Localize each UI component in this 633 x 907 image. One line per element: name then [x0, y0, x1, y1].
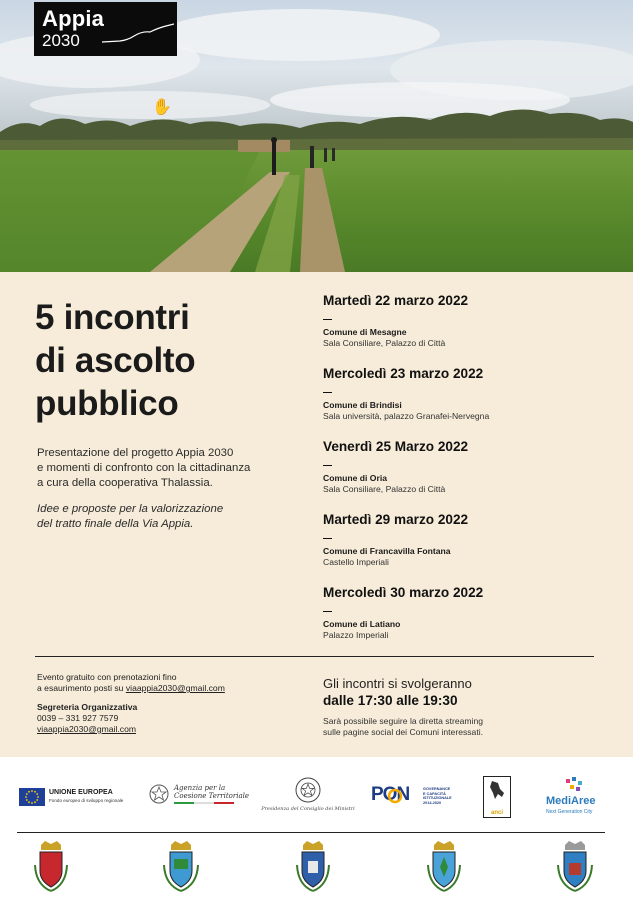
dash-divider: [323, 538, 332, 539]
appia-2030-logo: [34, 2, 177, 56]
event-place: Castello Imperiali: [323, 557, 389, 567]
italy-emblem-icon: [148, 783, 170, 807]
title-line: di ascolto: [35, 341, 196, 380]
booking-info: [37, 672, 297, 735]
event-town: Comune di Mesagne: [323, 327, 407, 337]
agency-line: Agenzia per la: [174, 784, 226, 792]
event-place: Sala Consiliare, Palazzo di Città: [323, 484, 446, 494]
pon-line: GOVERNANCE: [423, 787, 451, 791]
latiano-crest-icon: [555, 841, 595, 893]
booking-line: [37, 683, 297, 694]
pon-ring-icon: [371, 784, 419, 808]
event-town: Comune di Francavilla Fontana: [323, 546, 451, 556]
page-title: [35, 296, 295, 425]
anci-map-icon: [484, 777, 510, 805]
event-date: Mercoledì 23 marzo 2022: [323, 366, 484, 381]
logo-line1: Appia: [42, 6, 105, 31]
event-date: Martedì 22 marzo 2022: [323, 293, 469, 308]
mesagne-crest-icon: [32, 841, 70, 893]
event-item: [323, 584, 613, 657]
event-date: Martedì 29 marzo 2022: [323, 512, 469, 527]
pon-text: [423, 787, 452, 805]
event-list: [323, 292, 613, 657]
event-item: [323, 365, 613, 438]
francavilla-crest-icon: [425, 841, 463, 893]
flag-stripe-icon: [174, 802, 234, 805]
horizontal-divider: [35, 656, 594, 657]
ideas-line: del tratto finale della Via Appia.: [37, 518, 194, 530]
event-date: Venerdì 25 Marzo 2022: [323, 439, 469, 454]
eu-logo: [19, 787, 139, 809]
pon-mark: PON: [371, 784, 410, 805]
dash-divider: [323, 319, 332, 320]
pon-line: 2014-2020: [423, 800, 442, 805]
intro-text: [37, 446, 292, 491]
dash-divider: [323, 465, 332, 466]
anci-text: anci: [490, 810, 503, 816]
event-place: Sala università, palazzo Granafei-Nervegna: [323, 411, 490, 421]
hero-photo: [0, 0, 633, 272]
phone-number: 0039 – 331 927 7579: [37, 713, 119, 723]
booking-line: Evento gratuito con prenotazioni fino: [37, 672, 177, 682]
ideas-text: [37, 502, 292, 532]
event-item: [323, 511, 613, 584]
title-line: 5 incontri: [35, 298, 190, 337]
eu-subtitle: Fondo europeo di sviluppo regionale: [49, 798, 124, 803]
pon-line: E CAPACITÀ: [423, 791, 446, 796]
event-item: [323, 292, 613, 365]
mediaree-pixels-icon: [564, 777, 588, 795]
anci-logo: [483, 776, 511, 818]
event-town: Comune di Latiano: [323, 619, 401, 629]
event-place: Palazzo Imperiali: [323, 630, 389, 640]
booking-prefix: a esaurimento posti su: [37, 683, 126, 693]
title-line: pubblico: [35, 384, 179, 423]
pon-logo: [371, 784, 461, 810]
logo-line2: 2030: [42, 31, 80, 50]
logo-road-line-icon: [102, 22, 174, 46]
streaming-line: Sarà possibile seguire la diretta streaming: [323, 716, 484, 726]
time-range: dalle 17:30 alle 19:30: [323, 693, 458, 708]
intro-line: a cura della cooperativa Thalassia.: [37, 477, 213, 489]
time-intro: Gli incontri si svolgeranno: [323, 676, 472, 691]
event-town: Comune di Brindisi: [323, 400, 402, 410]
streaming-line: sulle pagine social dei Comuni interessati.: [323, 727, 484, 737]
secretariat-label: Segreteria Organizzativa: [37, 702, 138, 712]
mediaree-logo: [546, 777, 606, 819]
secretariat-email-link[interactable]: viaappia2030@gmail.com: [37, 724, 137, 734]
event-place: Sala Consiliare, Palazzo di Città: [323, 338, 446, 348]
event-date: Mercoledì 30 marzo 2022: [323, 585, 484, 600]
republic-emblem-icon: [258, 777, 358, 805]
sponsor-bar: [0, 757, 633, 907]
dash-divider: [323, 392, 332, 393]
ideas-line: Idee e proposte per la valorizzazione: [37, 503, 224, 515]
info-panel: [0, 272, 633, 757]
oria-crest-icon: [294, 841, 332, 893]
hand-cursor-icon: ✋: [152, 99, 172, 116]
event-town: Comune di Oria: [323, 473, 387, 483]
mediaree-tagline: Next Generation City: [546, 809, 593, 815]
agency-line: Coesione Territoriale: [174, 792, 250, 800]
sponsor-divider: [17, 832, 605, 833]
email-link[interactable]: viaappia2030@gmail.com: [125, 683, 225, 693]
agency-name: [174, 784, 249, 800]
dash-divider: [323, 611, 332, 612]
eu-title: UNIONE EUROPEA: [49, 789, 113, 796]
schedule-info: [323, 676, 613, 738]
streaming-note: [323, 716, 613, 738]
brindisi-crest-icon: [161, 841, 201, 893]
intro-line: Presentazione del progetto Appia 2030: [37, 447, 234, 459]
eu-flag-icon: [19, 788, 45, 806]
mediaree-name: MediAree: [546, 795, 596, 807]
pon-line: ISTITUZIONALE: [423, 796, 452, 801]
presidency-name: Presidenza del Consiglio dei Ministri: [261, 806, 355, 812]
agency-cohesion-logo: [148, 783, 250, 813]
event-item: [323, 438, 613, 511]
intro-line: e momenti di confronto con la cittadinanza: [37, 462, 251, 474]
presidency-logo: [258, 777, 358, 817]
